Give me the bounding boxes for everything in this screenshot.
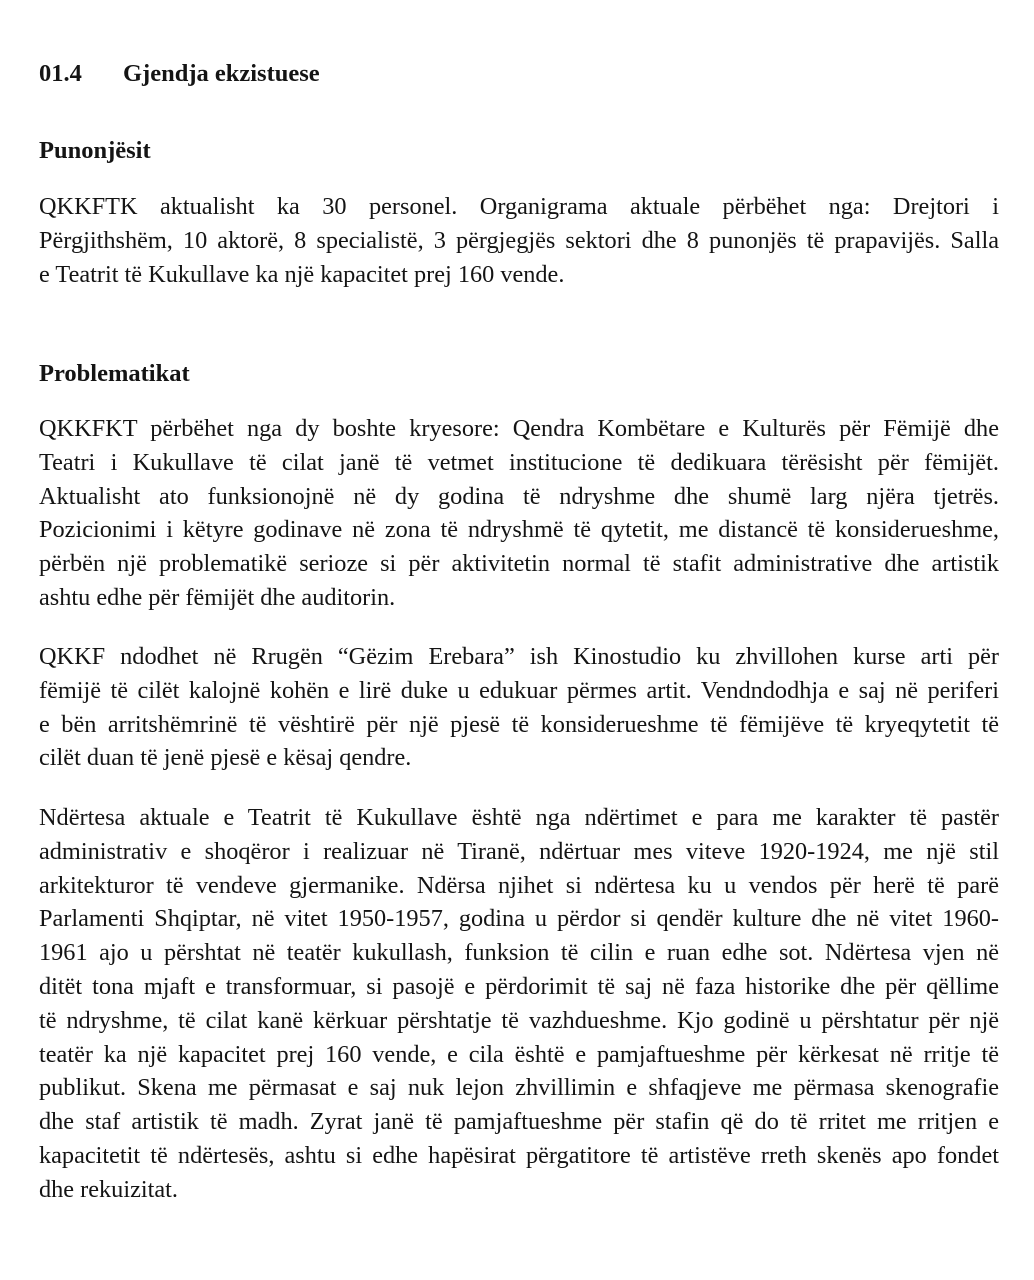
text-line: kapacitetit të ndërtesës, ashtu si edhe hapësirat përgatitore të artistëve rreth skenës apo fondet: [39, 1141, 999, 1169]
text-line: Përgjithshëm, 10 aktorë, 8 specialistë, 3 përgjegjës sektori dhe 8 punonjës të prapavijës. Salla: [39, 226, 999, 254]
text-line: Pozicionimi i këtyre godinave në zona të ndryshmë të qytetit, me distancë të konsiderueshme,: [39, 516, 999, 544]
paragraph-problematikat-2: [39, 640, 999, 775]
paragraph-punonjesit: [39, 190, 999, 291]
text-line: dhe rekuizitat.: [39, 1175, 178, 1203]
paragraph-problematikat-1: [39, 412, 999, 615]
text-line: ashtu edhe për fëmijët dhe auditorin.: [39, 583, 396, 611]
paragraph-problematikat-3: [39, 801, 999, 1207]
section-title: Gjendja ekzistuese: [123, 60, 320, 87]
text-line: Ndërtesa aktuale e Teatrit të Kukullave është nga ndërtimet e para me karakter të pastër: [39, 804, 999, 831]
text-line: Parlamenti Shqiptar, në vitet 1950-1957, godina u përdor si qendër kulture dhe në vitet 1960-: [39, 905, 999, 933]
section-number: 01.4: [39, 60, 82, 87]
text-line: 1961 ajo u përshtat në teatër kukullash, funksion të cilin e ruan edhe sot. Ndërtesa vjen në: [39, 939, 999, 967]
text-line: QKKFKT përbëhet nga dy boshte kryesore: Qendra Kombëtare e Kulturës për Fëmijë dhe: [39, 415, 999, 442]
text-line: e bën arritshëmrinë të vështirë për një pjesë të konsiderueshme të fëmijëve të kryeqytetit të: [39, 710, 999, 738]
text-line: arkitekturor të vendeve gjermanike. Ndërsa njihet si ndërtesa ku u vendos për herë të parë: [39, 871, 999, 899]
text-line: të ndryshme, të cilat kanë kërkuar përshtatje të vazhdueshme. Kjo godinë u përshtatur për një: [39, 1006, 999, 1034]
text-line: fëmijë të cilët kalojnë kohën e lirë duke u edukuar përmes artit. Vendndodhja e saj në periferi: [39, 676, 999, 704]
section-heading: [39, 58, 320, 90]
text-line: administrativ e shoqëror i realizuar në Tiranë, ndërtuar mes viteve 1920-1924, me një stil: [39, 837, 999, 865]
text-line: QKKFTK aktualisht ka 30 personel. Organigrama aktuale përbëhet nga: Drejtori i: [39, 193, 999, 220]
text-line: dhe staf artistik të madh. Zyrat janë të pamjaftueshme për stafin që do të rritet me rritjen e: [39, 1108, 999, 1136]
heading-problematikat: Problematikat: [39, 360, 190, 387]
text-line: publikut. Skena me përmasat e saj nuk lejon zhvillimin e shfaqjeve me përmasa skenografie: [39, 1074, 999, 1102]
text-line: teatër ka një kapacitet prej 160 vende, e cila është e pamjaftueshme për kërkesat në rritje të: [39, 1040, 999, 1068]
text-line: QKKF ndodhet në Rrugën “Gëzim Erebara” ish Kinostudio ku zhvillohen kurse arti për: [39, 643, 999, 670]
heading-punonjesit: Punonjësit: [39, 137, 151, 164]
text-line: përbën një problematikë serioze si për aktivitetin normal të stafit administrative dhe artistik: [39, 550, 999, 578]
text-line: cilët duan të jenë pjesë e kësaj qendre.: [39, 744, 412, 772]
text-line: ditët tona mjaft e transformuar, si pasojë e përdorimit të saj në faza historike dhe për qëllime: [39, 972, 999, 1000]
text-line: Aktualisht ato funksionojnë në dy godina të ndryshme dhe shumë larg njëra tjetrës.: [39, 482, 999, 510]
text-line: Teatri i Kukullave të cilat janë të vetmet institucione të dedikuara tërësisht për fëmijët.: [39, 448, 999, 476]
text-line: e Teatrit të Kukullave ka një kapacitet prej 160 vende.: [39, 260, 565, 288]
